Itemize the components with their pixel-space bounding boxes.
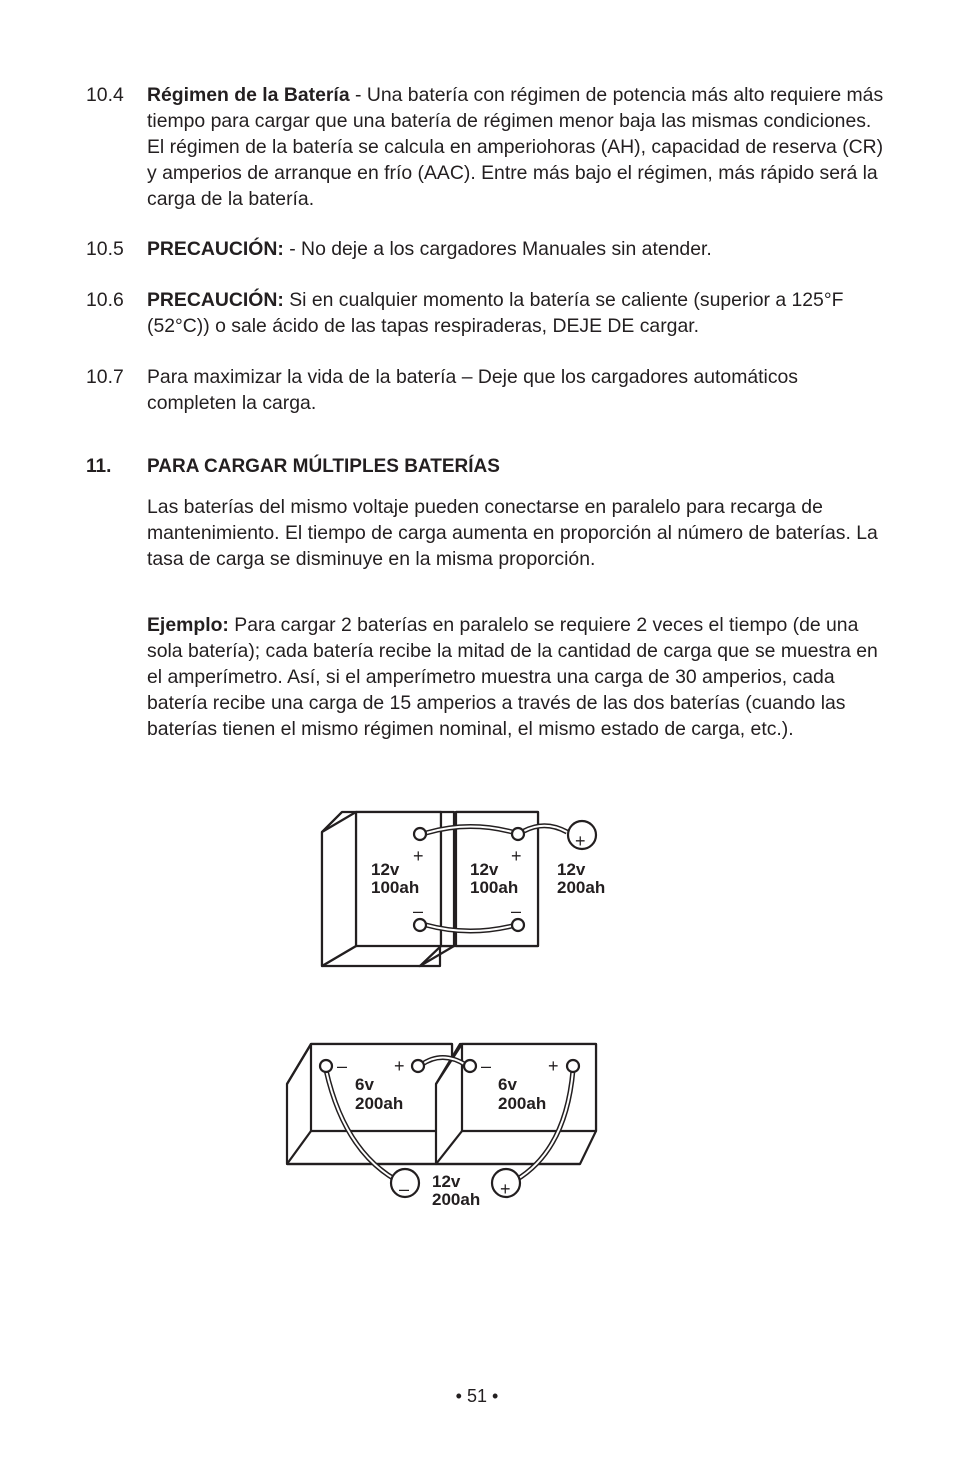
battery-voltage-label: 6v — [498, 1075, 517, 1094]
section-11-paragraph: Las baterías del mismo voltaje pueden conectarse en paralelo para recarga de mantenimiento. El tiempo de carga aumenta en proporción al número de baterías. La tasa de carga se disminuye en la misma proporción. — [147, 496, 878, 570]
section-number: 10.4 — [86, 84, 124, 106]
section-number: 11. — [86, 456, 112, 477]
minus-symbol: – — [399, 1179, 410, 1199]
section-text: Si en cualquier momento la batería se caliente (superior a 125°F (52°C)) o sale ácido de las tapas respiraderas, DEJE DE cargar. — [147, 289, 844, 337]
section-bold-label: PRECAUCIÓN: — [147, 289, 284, 311]
minus-symbol: – — [413, 901, 424, 921]
section-number: 10.7 — [86, 366, 124, 388]
section-number: 10.6 — [86, 289, 124, 311]
result-voltage-label: 12v — [557, 860, 586, 879]
minus-symbol: – — [511, 901, 522, 921]
section-number: 10.5 — [86, 238, 124, 260]
battery-voltage-label: 12v — [371, 860, 400, 879]
minus-symbol: – — [481, 1056, 492, 1076]
section-bold-label: PRECAUCIÓN: — [147, 238, 284, 260]
battery-capacity-label: 200ah — [355, 1094, 404, 1113]
plus-symbol: + — [548, 1056, 559, 1076]
battery-capacity-label: 100ah — [371, 878, 420, 897]
result-capacity-label: 200ah — [557, 878, 606, 897]
section-text: - No deje a los cargadores Manuales sin atender. — [283, 238, 712, 260]
battery-capacity-label: 100ah — [470, 878, 519, 897]
section-text: - Una batería con régimen de potencia más alto requiere más tiempo para cargar que una batería de régimen menor baja las mismas condiciones. El régimen de la batería se calcula en amperiohoras (AH), capacidad de reserva (CR) y amperios de arranque en frío (AAC). Entre más bajo el régimen, más rápido será la carga de la batería. — [147, 84, 884, 210]
battery-voltage-label: 12v — [470, 860, 499, 879]
example-label: Ejemplo: — [147, 614, 229, 636]
battery-capacity-label: 200ah — [498, 1094, 547, 1113]
minus-symbol: – — [337, 1056, 348, 1076]
page-number: • 51 • — [455, 1386, 499, 1406]
result-voltage-label: 12v — [432, 1172, 461, 1191]
result-capacity-label: 200ah — [432, 1190, 481, 1209]
section-title: PARA CARGAR MÚLTIPLES BATERÍAS — [147, 456, 500, 477]
battery-voltage-label: 6v — [355, 1075, 374, 1094]
plus-symbol: + — [394, 1056, 405, 1076]
plus-symbol: + — [500, 1179, 511, 1199]
plus-symbol: + — [413, 846, 424, 866]
section-text: Para maximizar la vida de la batería – Deje que los cargadores automáticos completen la carga. — [147, 366, 798, 414]
plus-symbol: + — [575, 831, 586, 851]
plus-symbol: + — [511, 846, 522, 866]
section-bold-label: Régimen de la Batería — [147, 84, 350, 106]
example-text: Para cargar 2 baterías en paralelo se requiere 2 veces el tiempo (de una sola batería); cada batería recibe la mitad de la cantidad de carga que se muestra en el amperímetro. Así, si el amperímetro muestra una carga de 30 amperios, cada batería recibe una carga de 15 amperios a través de las dos baterías (cuando las baterías tienen el mismo régimen nominal, el mismo estado de carga, etc.). — [147, 614, 878, 740]
